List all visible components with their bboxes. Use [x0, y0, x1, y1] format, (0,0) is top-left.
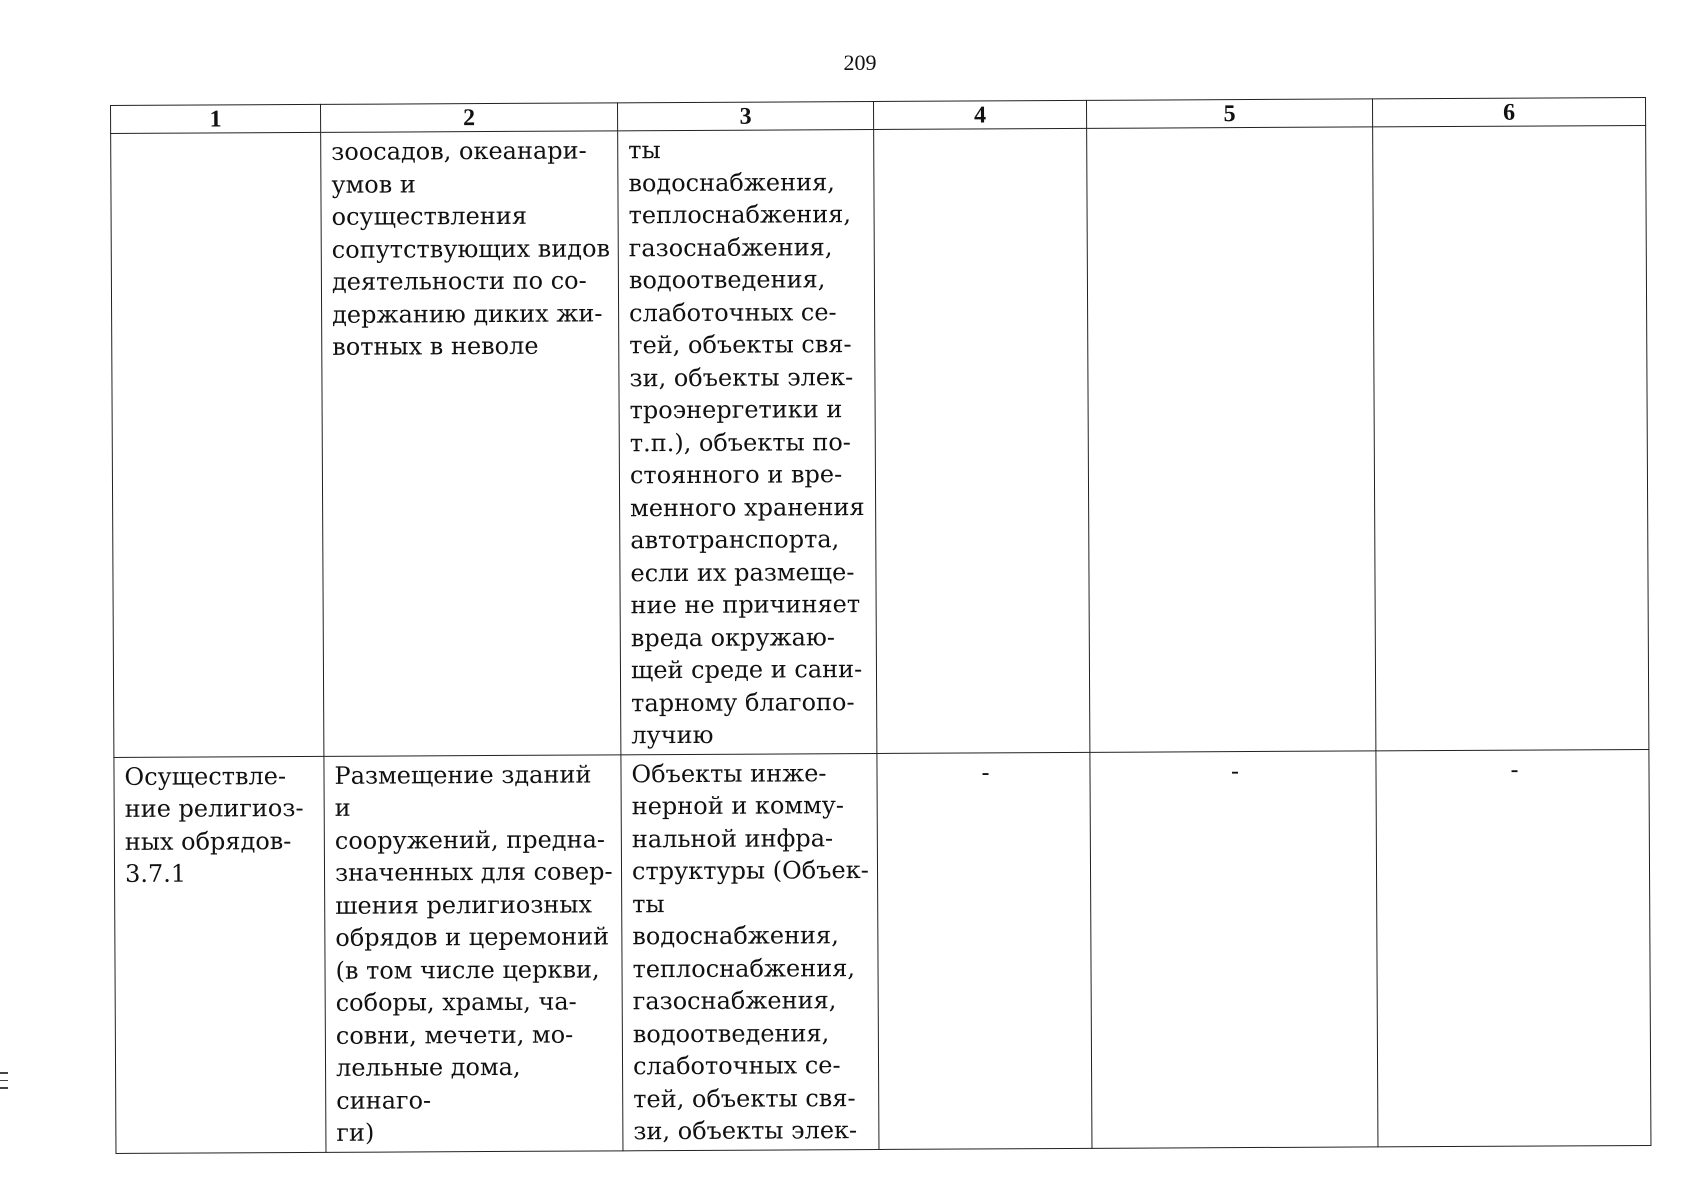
table-row [114, 749, 1651, 1153]
scan-margin-marks [0, 1072, 8, 1095]
data-table [110, 97, 1651, 1154]
column-header-5: 5 [1086, 99, 1372, 128]
column-header-1: 1 [111, 104, 321, 133]
table-cell [1373, 125, 1649, 750]
table-cell [877, 752, 1092, 1149]
cell-text: Осуществле- ние религиоз- ных обрядов- 3.7.1 [124, 761, 304, 888]
table-cell [1087, 127, 1376, 752]
cell-text [884, 132, 1080, 133]
dash-value: - [981, 757, 990, 786]
margin-mark [0, 1087, 8, 1089]
table-cell [618, 130, 877, 755]
dash-value: - [1230, 756, 1240, 785]
column-header-6: 6 [1372, 97, 1645, 126]
margin-mark [0, 1072, 8, 1074]
cell-text [1097, 130, 1366, 131]
table-cell [874, 128, 1090, 753]
cell-text [1383, 129, 1639, 130]
page-number: 209 [843, 50, 877, 75]
table-cell [1090, 750, 1378, 1147]
cell-text: ты водоснабжения, теплоснабжения, газоснабжения, водоотведения, слаботочных се- тей, объекты свя- зи, объекты элек- троэнергетики и т.п.), объекты по- стоянного и вре- менного хранения автотранспорта, если их размеще- ние не причиняет вреда окружаю- щей среде и сани- тарному благопо- лучию [628, 136, 865, 750]
table-cell [114, 756, 326, 1153]
cell-text: Размещение зданий и сооружений, предна- значенных для совер- шения религиозных обрядов и церемоний (в том числе церкви, соборы, храмы, ча- совни, мечети, мо- лельные дома, синаго- ги) [334, 759, 613, 1147]
cell-text: Объекты инже- нерной и комму- нальной инфра- структуры (Объек- ты водоснабжения, теплоснабжения, газоснабжения, водоотведения, слаботочных се- тей, объекты свя- зи, объекты элек- [631, 758, 869, 1146]
table-cell [1376, 749, 1651, 1146]
table-cell [621, 753, 879, 1150]
margin-mark [0, 1080, 8, 1082]
column-header-3: 3 [617, 102, 873, 131]
table-cell [324, 754, 623, 1152]
table-row [111, 125, 1649, 757]
column-header-4: 4 [873, 100, 1086, 129]
table-cell [111, 132, 324, 757]
dash-value: - [1510, 755, 1519, 784]
column-header-2: 2 [320, 103, 617, 133]
cell-text: зоосадов, океанари- умов и осуществления сопутствующих видов деятельности по со- держанию диких жи- вотных в неволе [331, 136, 611, 361]
cell-text [121, 136, 314, 137]
table-cell [321, 131, 621, 756]
